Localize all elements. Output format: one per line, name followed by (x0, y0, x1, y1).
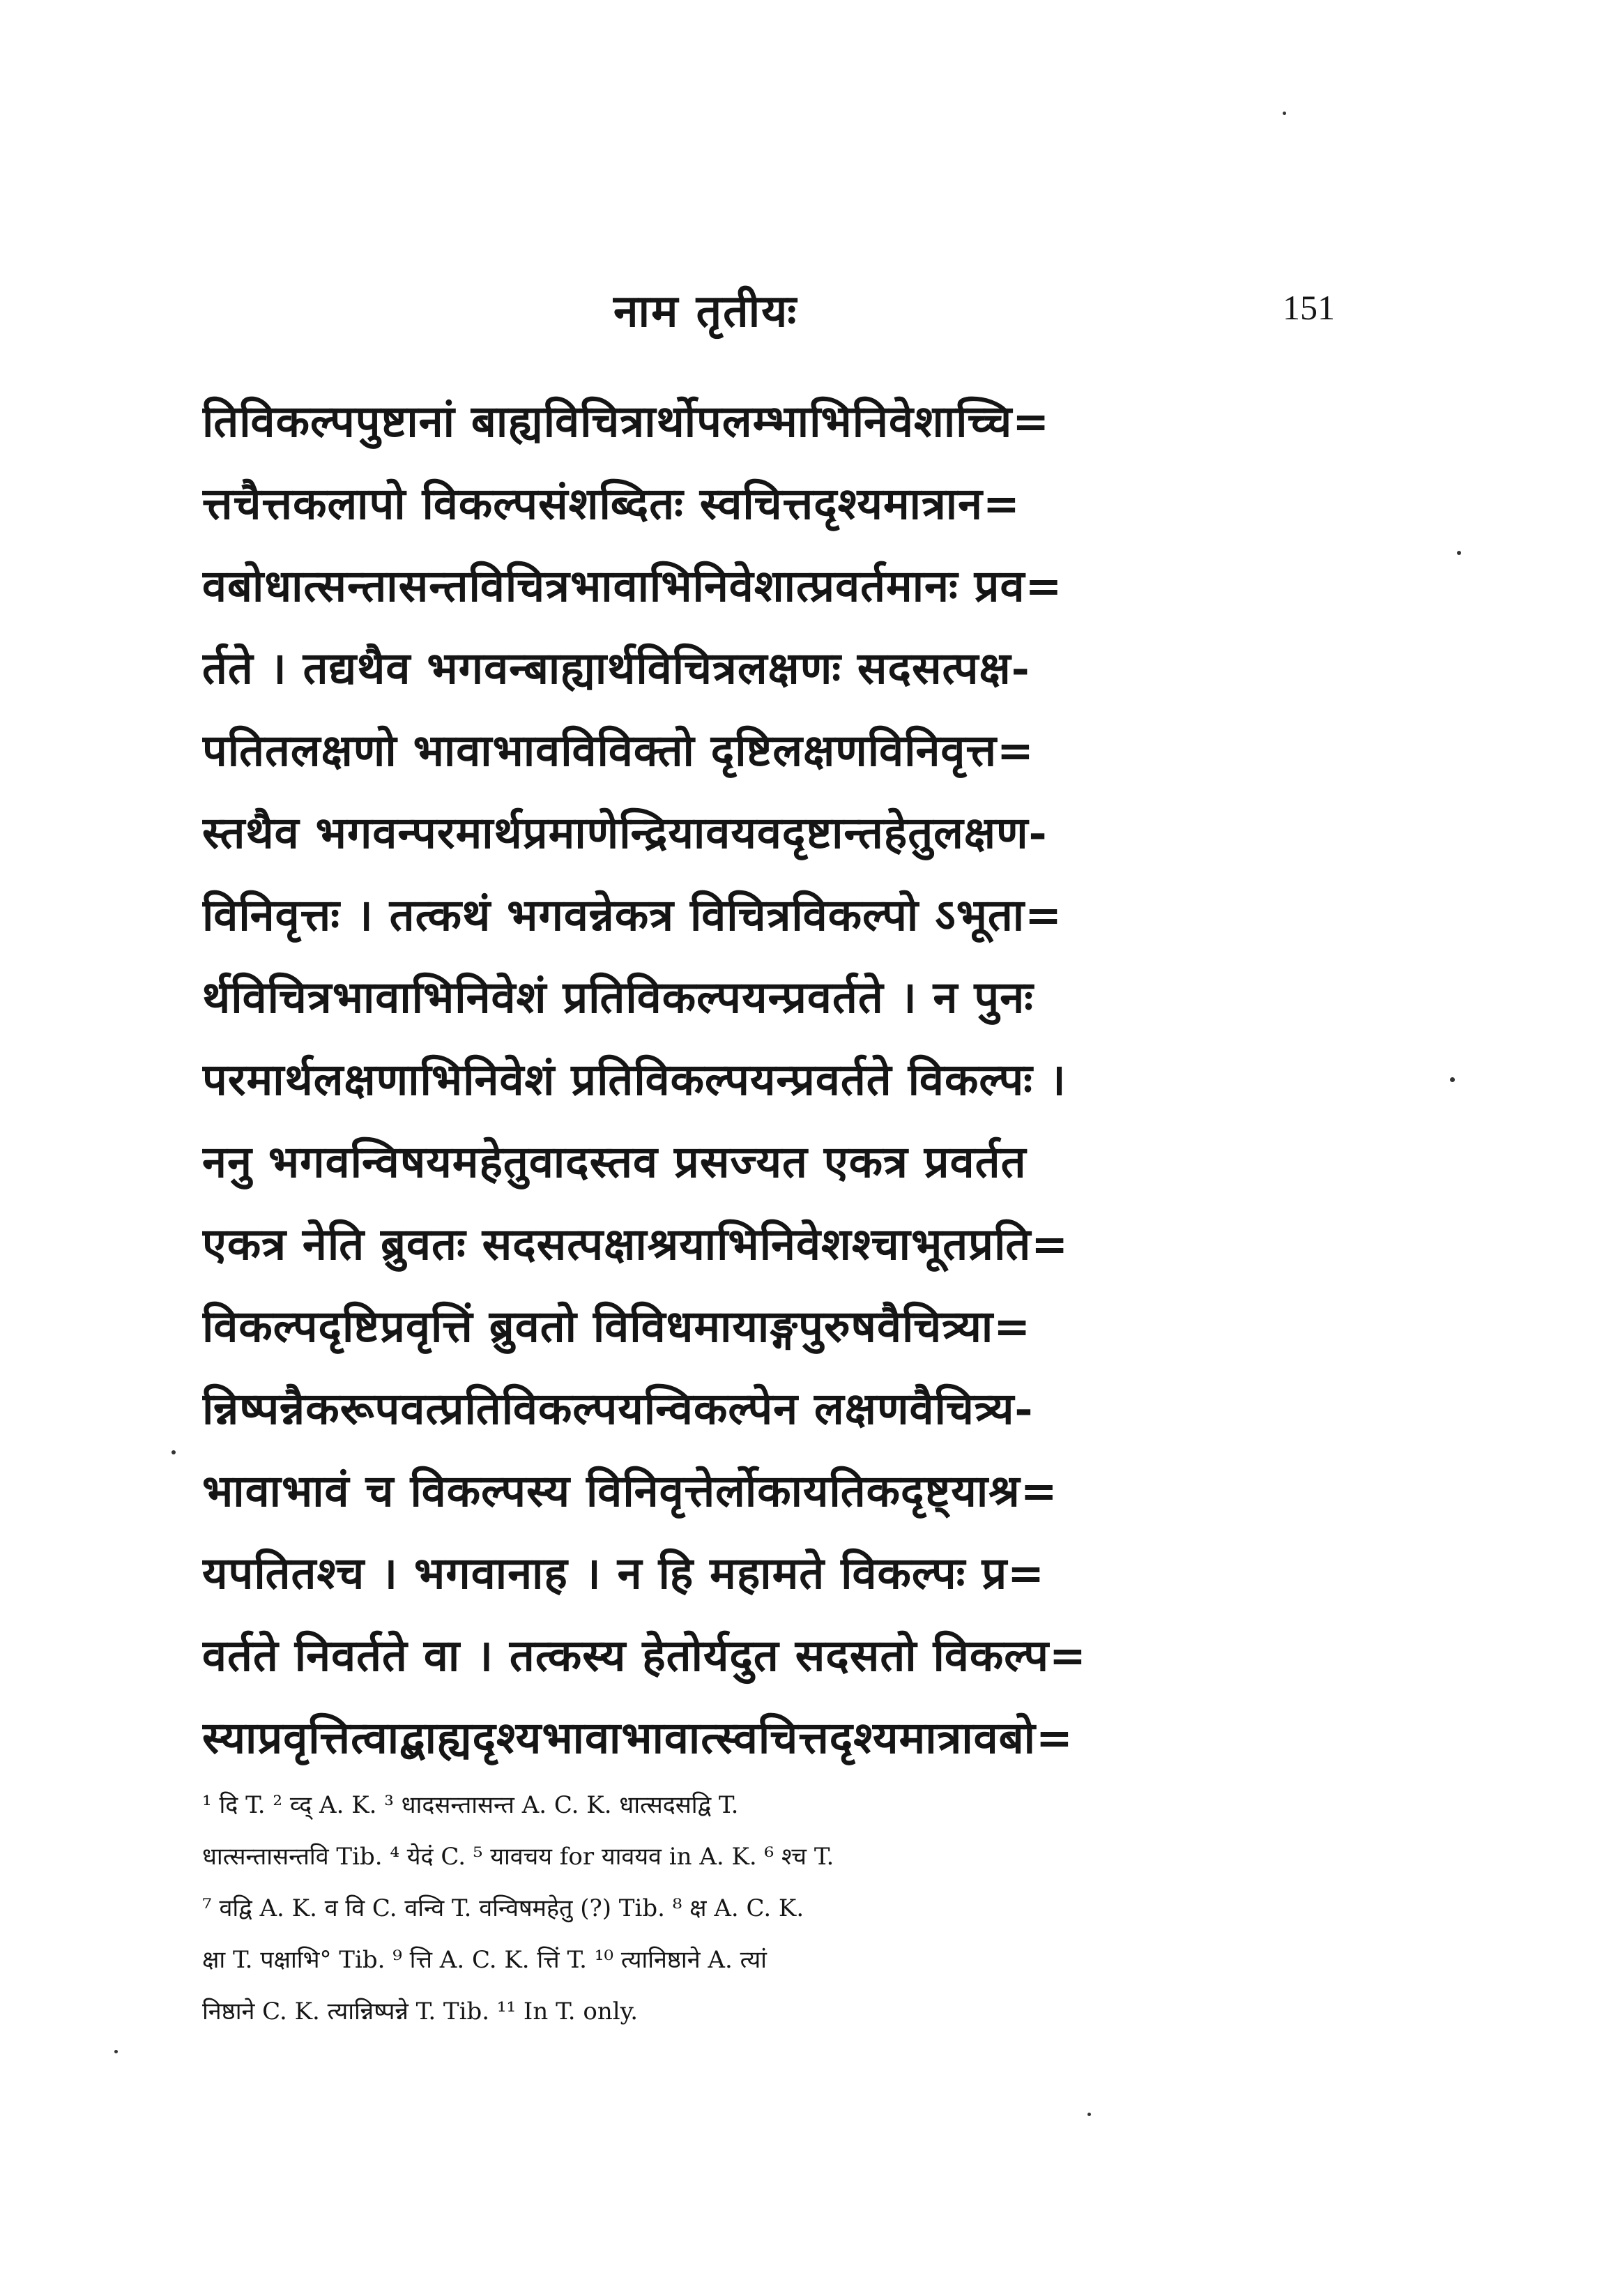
footnote-line: धात्सन्तासन्तवि Tib. ⁴ येदं C. ⁵ यावचय for यावयव in A. K. ⁶ श्च T. (202, 1843, 834, 1871)
text-line: एकत्र नेति ब्रुवतः सदसत्पक्षाश्रयाभिनिवेशश्चाभूतप्रति= (202, 1218, 1069, 1270)
footnote-line: क्षा T. पक्षाभि° Tib. ⁹ त्ति A. C. K. त्तिं T. ¹⁰ त्यानिष्ठाने A. त्यां (202, 1946, 767, 1974)
running-head: नाम तृतीयः (613, 285, 798, 337)
text-line: ननु भगवन्विषयमहेतुवादस्तव प्रसज्यत एकत्र प्रवर्तत (202, 1136, 1027, 1187)
text-line: तिविकल्पपुष्टानां बाह्यविचित्रार्थोपलम्भाभिनिवेशाच्चि= (202, 395, 1051, 447)
text-line: वबोधात्सन्तासन्तविचित्रभावाभिनिवेशात्प्रवर्तमानः प्रव= (202, 560, 1063, 611)
scan-speck (1087, 2113, 1091, 2116)
text-line: वर्तते निवर्तते वा । तत्कस्य हेतोर्यदुत सदसतो विकल्प= (202, 1629, 1087, 1681)
text-line: स्तथैव भगवन्परमार्थप्रमाणेन्द्रियावयवदृष्टान्तहेतुलक्षण- (202, 807, 1048, 858)
text-line: भावाभावं च विकल्पस्य विनिवृत्तेर्लोकायतिकदृष्ट्याश्र= (202, 1465, 1058, 1516)
footnote-line: ¹ दि T. ² व्द् A. K. ³ धादसन्तासन्त A. C. K. धात्सदसद्वि T. (202, 1791, 739, 1819)
scan-speck (171, 1450, 176, 1454)
scan-speck (1450, 1077, 1455, 1082)
text-line: विनिवृत्तः । तत्कथं भगवन्नेकत्र विचित्रविकल्पो ऽभूता= (202, 889, 1062, 941)
page-number: 151 (1283, 288, 1335, 327)
text-line: स्याप्रवृत्तित्वाद्बाह्यदृश्यभावाभावात्स्वचित्तदृश्यमात्रावबो= (202, 1712, 1074, 1763)
footnotes (202, 1779, 1387, 2037)
text-line: न्निष्पन्नैकरूपवत्प्रतिविकल्पयन्विकल्पेन लक्षणवैचित्र्य- (202, 1383, 1034, 1434)
body-text (202, 380, 1387, 1779)
text-line: र्तते । तद्यथैव भगवन्बाह्यार्थविचित्रलक्षणः सदसत्पक्ष- (202, 642, 1030, 694)
text-line: पतितलक्षणो भावाभावविविक्तो दृष्टिलक्षणविनिवृत्त= (202, 724, 1034, 776)
footnote-line: निष्ठाने C. K. त्यान्निष्पन्ने T. Tib. ¹¹ In T. only. (202, 1998, 639, 2025)
footnote-line: ⁷ वद्वि A. K. व वि C. वन्वि T. वन्विषमहेतु (?) Tib. ⁸ क्ष A. C. K. (202, 1894, 804, 1922)
scan-speck (1283, 112, 1286, 115)
text-line: त्तचैत्तकलापो विकल्पसंशब्दितः स्वचित्तदृश्यमात्रान= (202, 478, 1021, 529)
scan-speck (114, 2050, 118, 2053)
text-line: विकल्पदृष्टिप्रवृत्तिं ब्रुवतो विविधमायाङ्गपुरुषवैचित्र्या= (202, 1300, 1031, 1352)
text-line: र्थविचित्रभावाभिनिवेशं प्रतिविकल्पयन्प्रवर्तते । न पुनः (202, 971, 1034, 1023)
scan-speck (1457, 551, 1461, 555)
text-line: परमार्थलक्षणाभिनिवेशं प्रतिविकल्पयन्प्रवर्तते विकल्पः । (202, 1054, 1067, 1105)
text-line: यपतितश्च । भगवानाह । न हि महामते विकल्पः प्र= (202, 1547, 1045, 1599)
